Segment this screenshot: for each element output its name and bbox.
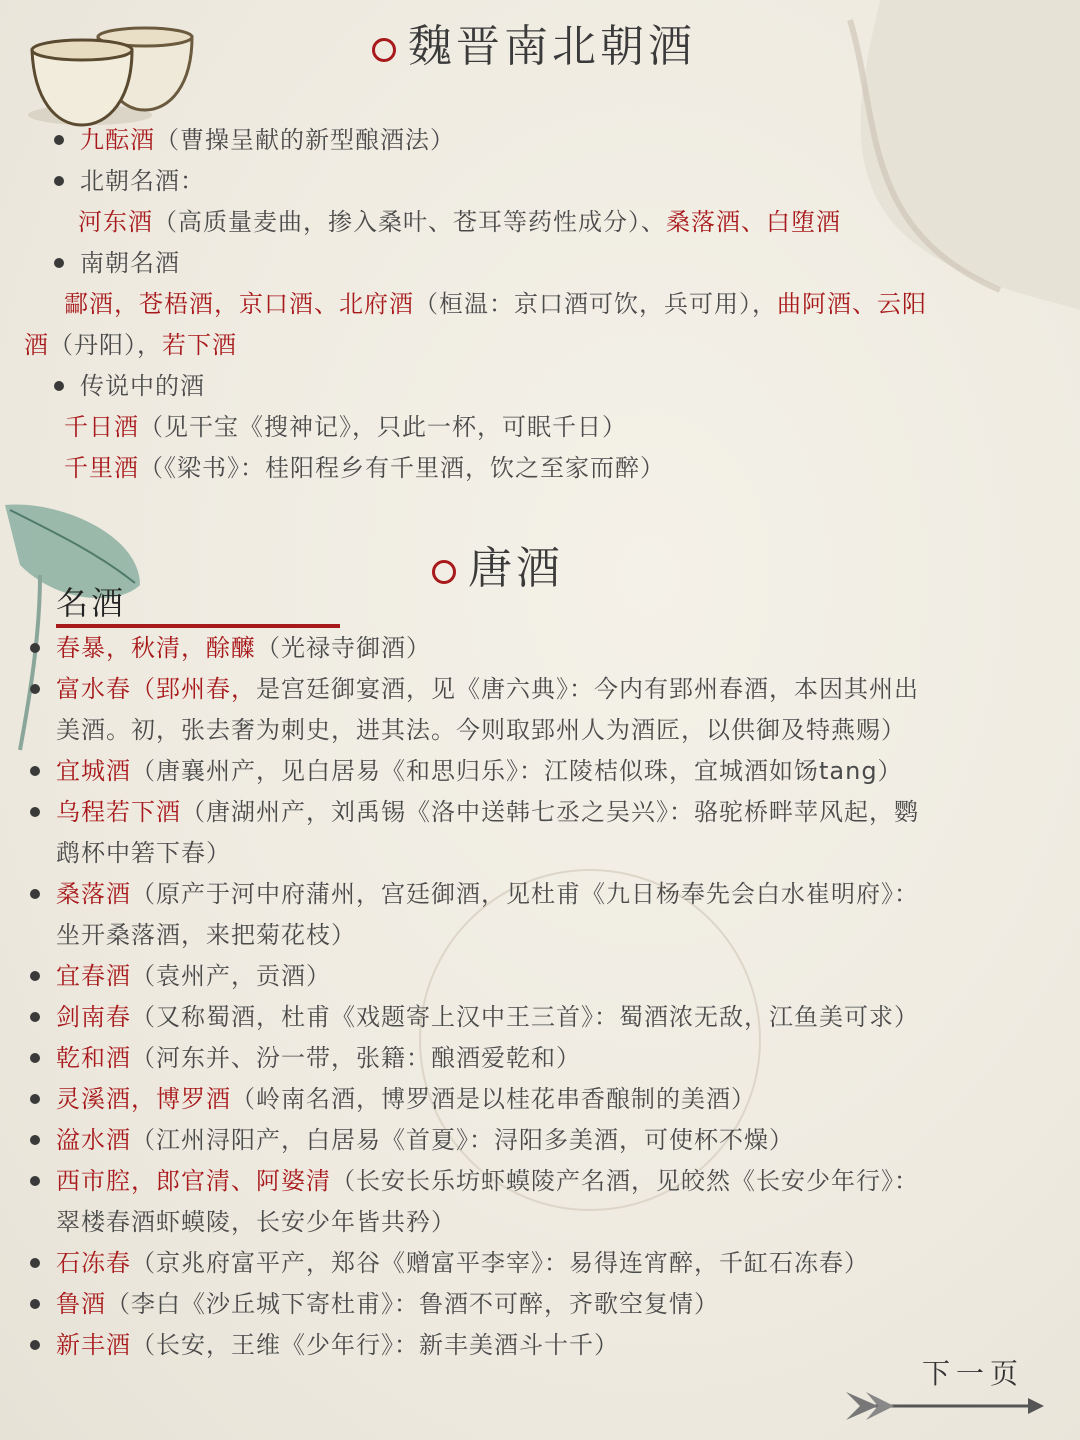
list-item [64, 407, 627, 448]
list-item [56, 751, 903, 792]
section-title-text: 魏晋南北朝酒 [408, 21, 696, 72]
wine-name: 酃酒，苍梧酒，京口酒、北府酒 [64, 290, 414, 318]
wine-name: 乾和酒 [56, 1044, 131, 1072]
list-item [56, 997, 919, 1038]
list-item [56, 1325, 619, 1366]
wine-desc: （《梁书》：桂阳程乡有千里酒，饮之至家而醉） [139, 454, 665, 482]
list-item-continuation: 翠楼春酒虾蟆陵，长安少年皆共矜） [56, 1208, 456, 1236]
list-item [56, 1120, 794, 1161]
wine-desc: （长安，王维《少年行》：新丰美酒斗十千） [131, 1331, 619, 1359]
list-item [80, 120, 455, 161]
list-item [56, 1038, 581, 1079]
wine-desc: （高质量麦曲，掺入桑叶、苍耳等药性成分）、 [153, 208, 666, 236]
circle-icon [372, 38, 396, 62]
wine-name: 富水春（郢州春， [56, 675, 256, 703]
list-item-continuation: 坐开桑落酒，来把菊花枝） [56, 921, 356, 949]
list-heading [80, 161, 205, 202]
wine-name: 春暴，秋清，酴醾 [56, 634, 256, 662]
wine-name: 湓水酒 [56, 1126, 131, 1154]
wine-name: 桑落酒 [56, 880, 131, 908]
section-title-weijin [372, 10, 696, 74]
wine-desc: （曹操呈献的新型酿酒法） [155, 126, 455, 154]
wine-name: 酒 [24, 331, 49, 359]
wine-name: 河东酒 [78, 208, 153, 236]
list-item [56, 874, 919, 915]
wine-name: 桑落酒、白堕酒 [666, 208, 841, 236]
heading-text: 北朝名酒： [80, 167, 205, 195]
list-item [24, 325, 237, 366]
list-item [56, 1161, 919, 1202]
wine-name: 千日酒 [64, 413, 139, 441]
wine-desc: （河东并、汾一带，张籍：酿酒爱乾和） [131, 1044, 581, 1072]
wine-desc: （丹阳）， [49, 331, 162, 359]
wine-name: 灵溪酒，博罗酒 [56, 1085, 231, 1113]
wine-name: 九酝酒 [80, 126, 155, 154]
wine-name: 新丰酒 [56, 1331, 131, 1359]
subheading-famous-wine [56, 578, 126, 624]
wine-desc: （唐襄州产，见白居易《和思归乐》：江陵桔似珠，宜城酒如饧tang） [131, 757, 903, 785]
list-item [56, 1243, 869, 1284]
wine-name: 千里酒 [64, 454, 139, 482]
wine-desc: （长安长乐坊虾蟆陵产名酒，见皎然《长安少年行》： [331, 1167, 919, 1195]
wine-name: 剑南春 [56, 1003, 131, 1031]
arrow-right-icon[interactable] [838, 1386, 1048, 1426]
list-item [56, 956, 331, 997]
list-item [64, 448, 665, 489]
list-heading [80, 243, 180, 284]
wine-name: 石冻春 [56, 1249, 131, 1277]
wine-cups-icon [20, 15, 200, 130]
circle-icon [432, 560, 456, 584]
wine-name: 若下酒 [162, 331, 237, 359]
wine-desc: （又称蜀酒，杜甫《戏题寄上汉中王三首》：蜀酒浓无敌，江鱼美可求） [131, 1003, 919, 1031]
list-item [56, 1079, 756, 1120]
wine-desc: （唐湖州产，刘禹锡《洛中送韩七丞之吴兴》：骆驼桥畔苹风起，鹦 [181, 798, 919, 826]
section-title-tang [432, 532, 564, 596]
list-item-continuation: 鹉杯中箬下春） [56, 839, 231, 867]
list-item [56, 1284, 719, 1325]
heading-text: 南朝名酒 [80, 249, 180, 277]
next-page-text: 下一页 [922, 1357, 1025, 1390]
list-item [78, 202, 841, 243]
list-item [56, 628, 431, 669]
heading-text: 传说中的酒 [80, 372, 205, 400]
wine-name: 曲阿酒、云阳 [777, 290, 927, 318]
paper-curl-decoration [820, 0, 1080, 330]
list-item [64, 284, 927, 325]
wine-desc: （袁州产，贡酒） [131, 962, 331, 990]
list-item [56, 669, 919, 710]
wine-desc: （见干宝《搜神记》，只此一杯，可眠千日） [139, 413, 627, 441]
wine-desc: 是宫廷御宴酒，见《唐六典》：今内有郢州春酒，本因其州出 [256, 675, 919, 703]
wine-desc: （李白《沙丘城下寄杜甫》：鲁酒不可醉，齐歌空复情） [106, 1290, 719, 1318]
wine-name: 宜春酒 [56, 962, 131, 990]
wine-name: 鲁酒 [56, 1290, 106, 1318]
list-item-continuation: 美酒。初，张去奢为刺史，进其法。今则取郢州人为酒匠，以供御及特燕赐） [56, 716, 906, 744]
subheading-text: 名酒 [56, 584, 127, 622]
wine-desc: （岭南名酒，博罗酒是以桂花串香酿制的美酒） [231, 1085, 756, 1113]
list-item [56, 792, 919, 833]
wine-desc: （桓温：京口酒可饮，兵可用）， [414, 290, 777, 318]
list-heading [80, 366, 205, 407]
wine-name: 乌程若下酒 [56, 798, 181, 826]
wine-desc: （光禄寺御酒） [256, 634, 431, 662]
wine-desc: （京兆府富平产，郑谷《赠富平李宰》：易得连宵醉，千缸石冻春） [131, 1249, 869, 1277]
section-title-text: 唐酒 [468, 543, 564, 594]
wine-name: 西市腔，郎官清、阿婆清 [56, 1167, 331, 1195]
wine-desc: （原产于河中府蒲州，宫廷御酒，见杜甫《九日杨奉先会白水崔明府》： [131, 880, 919, 908]
wine-desc: （江州浔阳产，白居易《首夏》：浔阳多美酒，可使杯不燥） [131, 1126, 794, 1154]
wine-name: 宜城酒 [56, 757, 131, 785]
